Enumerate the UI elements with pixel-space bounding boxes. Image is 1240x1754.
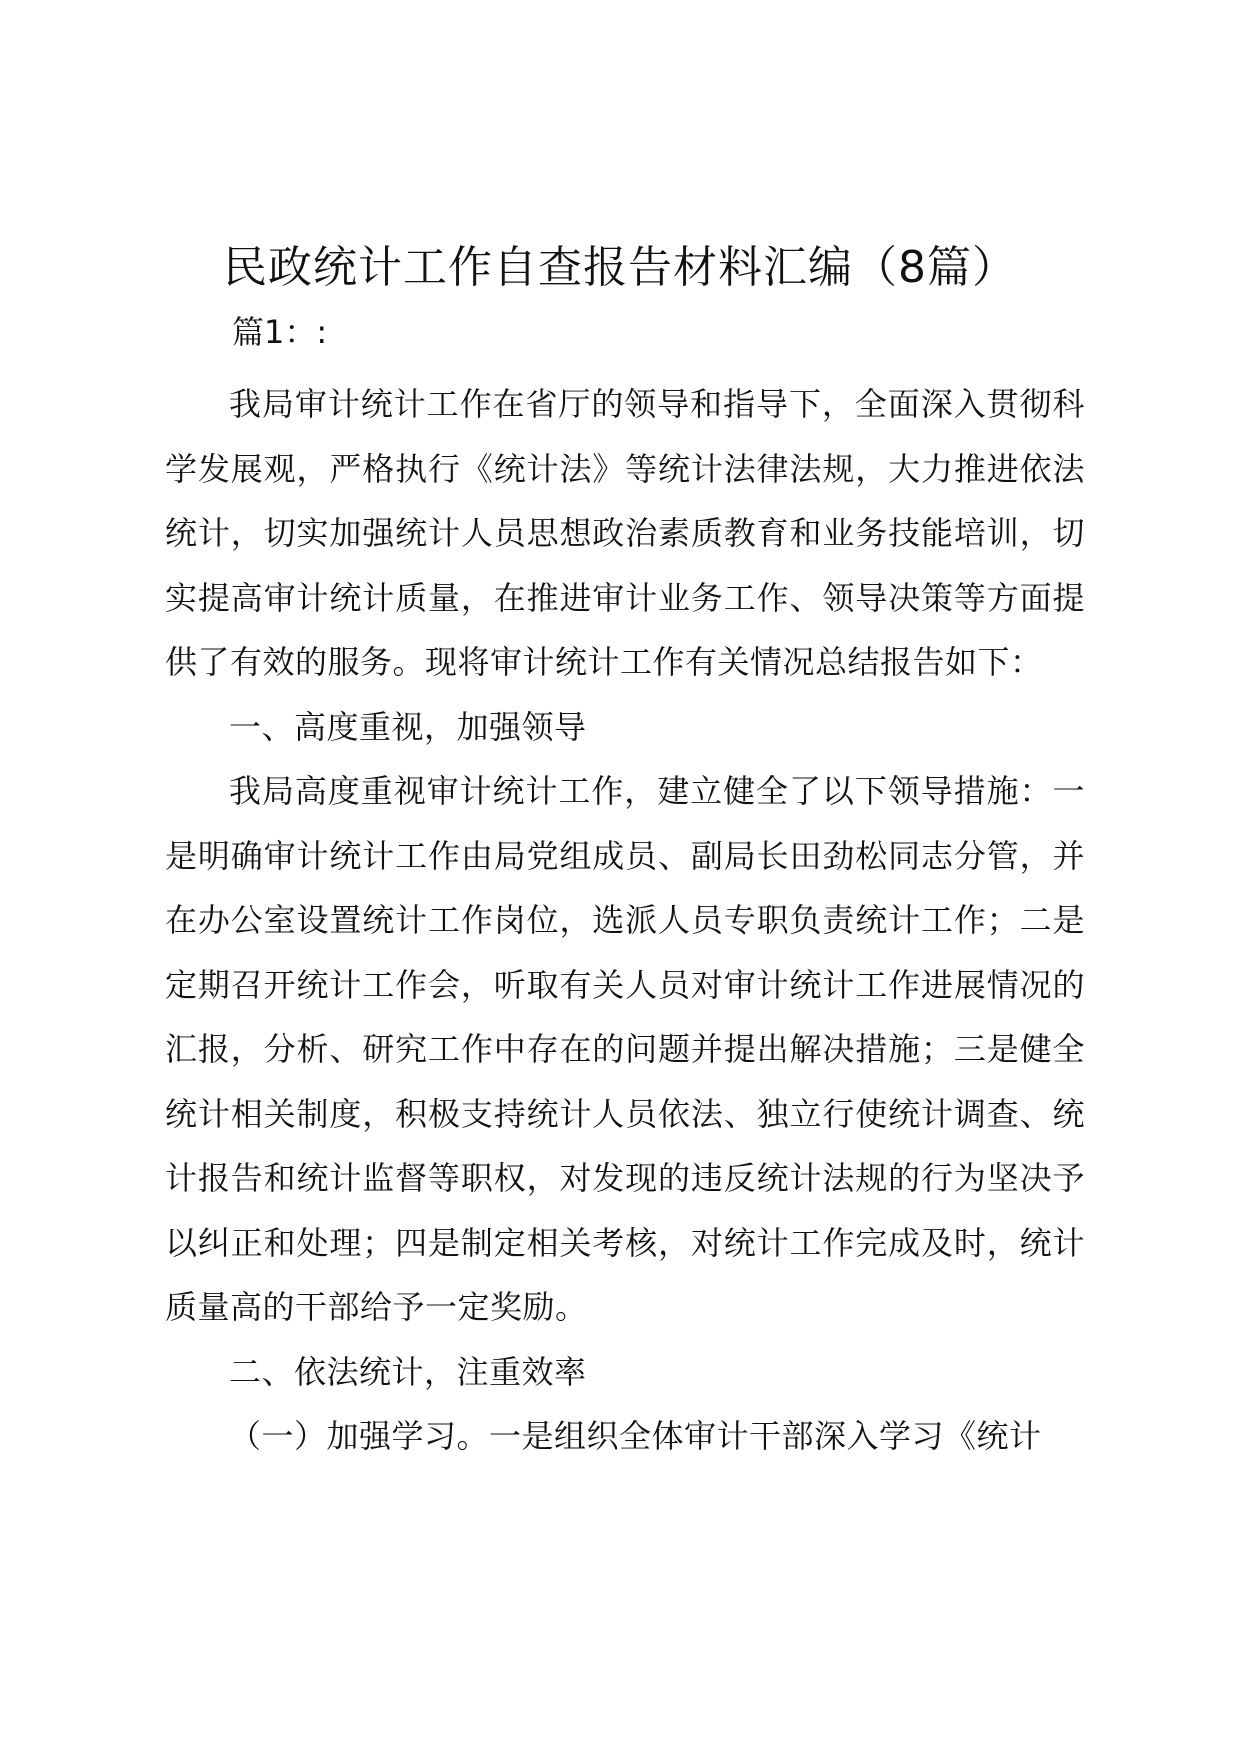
section-heading-2: 二、依法统计，注重效率 bbox=[229, 1352, 587, 1391]
document-title: 民政统计工作自查报告材料汇编（8篇） bbox=[223, 242, 1017, 293]
section-label: 篇1：: bbox=[232, 313, 328, 351]
section-heading-1: 一、高度重视，加强领导 bbox=[229, 707, 587, 746]
paragraph-study: （一）加强学习。一是组织全体审计干部深入学习《统计 bbox=[229, 1417, 1042, 1455]
paragraph-leadership: 我局高度重视审计统计工作，建立健全了以下领导措施：一是明确审计统计工作由局党组成员、副局长田劲松同志分管，并在办公室设置统计工作岗位，选派人员专职负责统计工作；二是定期召开统计工作会，听取有关人员对审计统计工作进展情况的汇报，分析、研究工作中存在的问题并提出解决措施；三是健全统计相关制度，积极支持统计人员依法、独立行使统计调查、统计报告和统计监督等职权，对发现的违反统计法规的行为坚决予以纠正和处理；四是制定相关考核，对统计工作完成及时，统计质量高的干部给予一定奖励。 bbox=[165, 772, 1085, 1326]
paragraph-intro: 我局审计统计工作在省厅的领导和指导下，全面深入贯彻科学发展观，严格执行《统计法》等统计法律法规，大力推进依法统计，切实加强统计人员思想政治素质教育和业务技能培训，切实提高审计统计质量，在推进审计业务工作、领导决策等方面提供了有效的服务。现将审计统计工作有关情况总结报告如下： bbox=[165, 385, 1085, 681]
document-body bbox=[165, 372, 1085, 1469]
